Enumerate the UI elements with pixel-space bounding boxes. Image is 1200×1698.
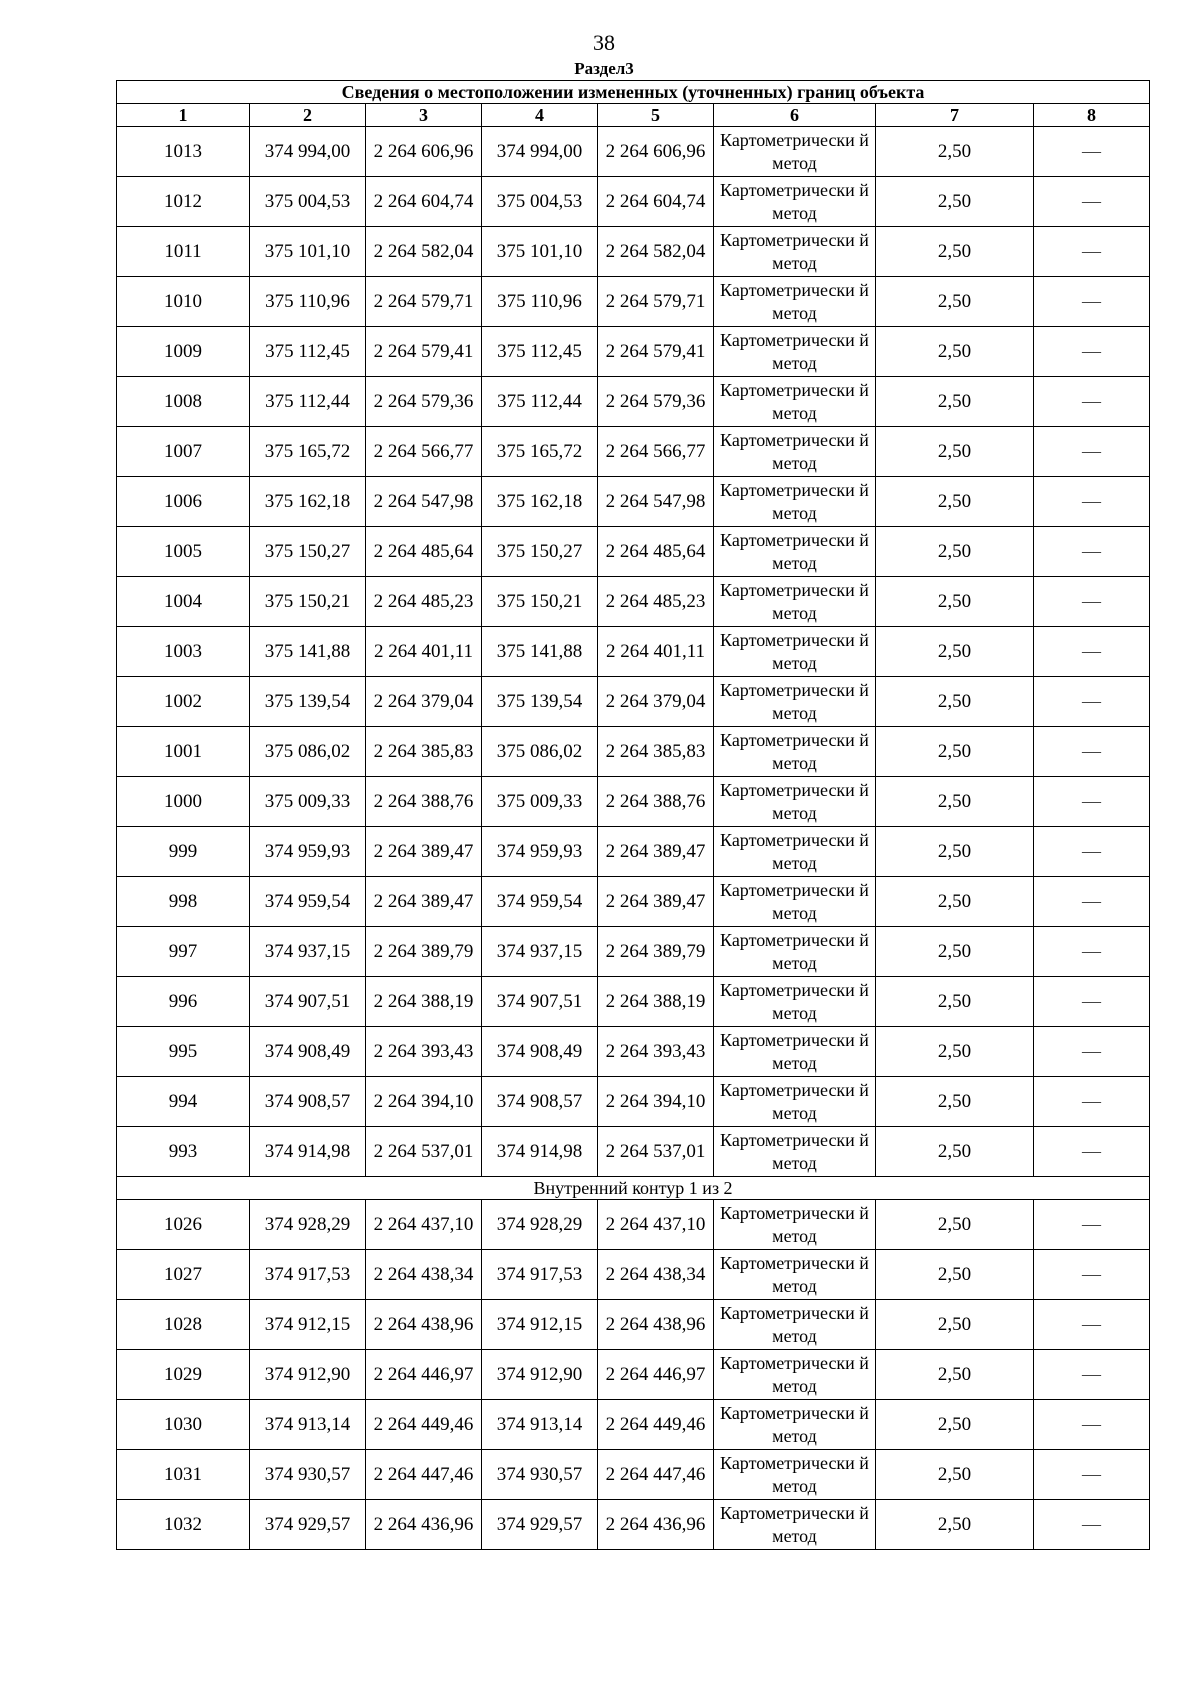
cell-point-number: 1010 [117, 277, 250, 327]
cell-x-existing: 375 165,72 [250, 427, 366, 477]
table-row [117, 177, 1150, 227]
cell-y-new: 2 264 579,41 [598, 327, 714, 377]
section-title: Раздел3 [574, 59, 634, 78]
cell-description: — [1034, 777, 1150, 827]
cell-x-existing: 374 907,51 [250, 977, 366, 1027]
cell-description: — [1034, 177, 1150, 227]
cell-y-new: 2 264 394,10 [598, 1077, 714, 1127]
cell-y-existing: 2 264 449,46 [366, 1400, 482, 1450]
cell-y-existing: 2 264 389,79 [366, 927, 482, 977]
cell-accuracy: 2,50 [876, 1027, 1034, 1077]
column-header-2: 2 [250, 104, 366, 127]
table-row [117, 527, 1150, 577]
cell-x-existing: 375 150,21 [250, 577, 366, 627]
column-header-5: 5 [598, 104, 714, 127]
cell-description: — [1034, 1127, 1150, 1177]
cell-y-new: 2 264 388,76 [598, 777, 714, 827]
cell-accuracy: 2,50 [876, 977, 1034, 1027]
cell-x-existing: 374 913,14 [250, 1400, 366, 1450]
cell-description: — [1034, 827, 1150, 877]
cell-y-new: 2 264 389,47 [598, 827, 714, 877]
cell-accuracy: 2,50 [876, 927, 1034, 977]
cell-x-new: 374 959,93 [482, 827, 598, 877]
table-row [117, 477, 1150, 527]
cell-y-new: 2 264 485,23 [598, 577, 714, 627]
table-row [117, 1450, 1150, 1500]
cell-x-new: 374 913,14 [482, 1400, 598, 1450]
cell-accuracy: 2,50 [876, 1127, 1034, 1177]
cell-x-new: 374 917,53 [482, 1250, 598, 1300]
cell-method: Картометрически й метод [714, 627, 876, 677]
cell-x-existing: 375 112,44 [250, 377, 366, 427]
cell-description: — [1034, 477, 1150, 527]
table-row [117, 1200, 1150, 1250]
cell-x-existing: 375 086,02 [250, 727, 366, 777]
cell-description: — [1034, 227, 1150, 277]
cell-x-existing: 374 908,49 [250, 1027, 366, 1077]
cell-method: Картометрически й метод [714, 677, 876, 727]
cell-x-new: 374 914,98 [482, 1127, 598, 1177]
cell-y-new: 2 264 606,96 [598, 127, 714, 177]
table-body [117, 81, 1150, 1550]
cell-y-existing: 2 264 393,43 [366, 1027, 482, 1077]
cell-x-existing: 374 912,15 [250, 1300, 366, 1350]
cell-accuracy: 2,50 [876, 377, 1034, 427]
table-row [117, 1300, 1150, 1350]
column-header-1: 1 [117, 104, 250, 127]
cell-point-number: 1031 [117, 1450, 250, 1500]
cell-method: Картометрически й метод [714, 227, 876, 277]
table-row [117, 127, 1150, 177]
coordinates-table [116, 80, 1150, 1550]
cell-point-number: 1009 [117, 327, 250, 377]
contour-label: Внутренний контур 1 из 2 [117, 1177, 1150, 1200]
cell-x-new: 375 101,10 [482, 227, 598, 277]
cell-description: — [1034, 277, 1150, 327]
table-row [117, 1500, 1150, 1550]
table-row [117, 377, 1150, 427]
column-header-3: 3 [366, 104, 482, 127]
cell-description: — [1034, 577, 1150, 627]
cell-method: Картометрически й метод [714, 1200, 876, 1250]
cell-y-existing: 2 264 606,96 [366, 127, 482, 177]
cell-point-number: 996 [117, 977, 250, 1027]
cell-point-number: 1012 [117, 177, 250, 227]
cell-point-number: 997 [117, 927, 250, 977]
cell-point-number: 1000 [117, 777, 250, 827]
table-row [117, 927, 1150, 977]
cell-description: — [1034, 977, 1150, 1027]
cell-y-existing: 2 264 447,46 [366, 1450, 482, 1500]
cell-x-new: 374 937,15 [482, 927, 598, 977]
cell-accuracy: 2,50 [876, 677, 1034, 727]
table-row [117, 1350, 1150, 1400]
cell-point-number: 1005 [117, 527, 250, 577]
cell-x-new: 375 150,21 [482, 577, 598, 627]
cell-point-number: 1002 [117, 677, 250, 727]
cell-y-new: 2 264 389,47 [598, 877, 714, 927]
cell-description: — [1034, 627, 1150, 677]
cell-x-new: 374 928,29 [482, 1200, 598, 1250]
cell-x-new: 375 162,18 [482, 477, 598, 527]
cell-description: — [1034, 927, 1150, 977]
cell-accuracy: 2,50 [876, 477, 1034, 527]
contour-row [117, 1177, 1150, 1200]
cell-x-new: 375 112,44 [482, 377, 598, 427]
cell-y-new: 2 264 582,04 [598, 227, 714, 277]
cell-method: Картометрически й метод [714, 177, 876, 227]
cell-method: Картометрически й метод [714, 777, 876, 827]
cell-x-new: 374 908,57 [482, 1077, 598, 1127]
cell-x-existing: 374 917,53 [250, 1250, 366, 1300]
cell-accuracy: 2,50 [876, 177, 1034, 227]
cell-accuracy: 2,50 [876, 1400, 1034, 1450]
cell-y-existing: 2 264 579,41 [366, 327, 482, 377]
cell-y-new: 2 264 449,46 [598, 1400, 714, 1450]
table-row [117, 577, 1150, 627]
cell-point-number: 1007 [117, 427, 250, 477]
cell-point-number: 1003 [117, 627, 250, 677]
cell-method: Картометрически й метод [714, 477, 876, 527]
cell-y-new: 2 264 438,34 [598, 1250, 714, 1300]
table-row [117, 1027, 1150, 1077]
cell-method: Картометрически й метод [714, 1027, 876, 1077]
cell-x-new: 374 912,90 [482, 1350, 598, 1400]
cell-x-new: 375 165,72 [482, 427, 598, 477]
cell-description: — [1034, 1400, 1150, 1450]
cell-y-existing: 2 264 394,10 [366, 1077, 482, 1127]
cell-x-existing: 374 959,93 [250, 827, 366, 877]
cell-description: — [1034, 1450, 1150, 1500]
cell-y-new: 2 264 401,11 [598, 627, 714, 677]
cell-x-existing: 375 004,53 [250, 177, 366, 227]
cell-y-existing: 2 264 547,98 [366, 477, 482, 527]
cell-x-existing: 375 101,10 [250, 227, 366, 277]
cell-x-existing: 375 139,54 [250, 677, 366, 727]
cell-accuracy: 2,50 [876, 1450, 1034, 1500]
cell-method: Картометрически й метод [714, 377, 876, 427]
cell-method: Картометрически й метод [714, 727, 876, 777]
cell-y-existing: 2 264 604,74 [366, 177, 482, 227]
cell-y-new: 2 264 579,71 [598, 277, 714, 327]
cell-x-new: 375 139,54 [482, 677, 598, 727]
cell-accuracy: 2,50 [876, 1300, 1034, 1350]
cell-x-new: 374 930,57 [482, 1450, 598, 1500]
table-row [117, 277, 1150, 327]
cell-x-new: 375 141,88 [482, 627, 598, 677]
cell-method: Картометрически й метод [714, 827, 876, 877]
cell-point-number: 995 [117, 1027, 250, 1077]
cell-description: — [1034, 1350, 1150, 1400]
cell-point-number: 1028 [117, 1300, 250, 1350]
cell-x-existing: 375 150,27 [250, 527, 366, 577]
cell-accuracy: 2,50 [876, 727, 1034, 777]
cell-y-existing: 2 264 388,19 [366, 977, 482, 1027]
cell-description: — [1034, 377, 1150, 427]
cell-accuracy: 2,50 [876, 627, 1034, 677]
cell-method: Картометрически й метод [714, 277, 876, 327]
cell-y-existing: 2 264 401,11 [366, 627, 482, 677]
cell-description: — [1034, 1300, 1150, 1350]
cell-x-new: 374 912,15 [482, 1300, 598, 1350]
cell-x-existing: 374 912,90 [250, 1350, 366, 1400]
cell-accuracy: 2,50 [876, 527, 1034, 577]
cell-point-number: 1011 [117, 227, 250, 277]
cell-description: — [1034, 527, 1150, 577]
cell-method: Картометрически й метод [714, 1077, 876, 1127]
cell-x-new: 375 004,53 [482, 177, 598, 227]
cell-method: Картометрически й метод [714, 1450, 876, 1500]
table-caption-row [117, 81, 1150, 104]
cell-y-existing: 2 264 437,10 [366, 1200, 482, 1250]
table-header-row [117, 104, 1150, 127]
cell-point-number: 1001 [117, 727, 250, 777]
cell-method: Картометрически й метод [714, 427, 876, 477]
cell-y-new: 2 264 604,74 [598, 177, 714, 227]
cell-x-existing: 374 994,00 [250, 127, 366, 177]
cell-y-existing: 2 264 485,23 [366, 577, 482, 627]
table-row [117, 1077, 1150, 1127]
cell-description: — [1034, 127, 1150, 177]
table-row [117, 627, 1150, 677]
page-number: 38 [593, 30, 615, 55]
column-header-8: 8 [1034, 104, 1150, 127]
cell-y-existing: 2 264 582,04 [366, 227, 482, 277]
cell-point-number: 994 [117, 1077, 250, 1127]
table-caption: Сведения о местоположении измененных (уточненных) границ объекта [117, 81, 1150, 104]
cell-method: Картометрически й метод [714, 1250, 876, 1300]
cell-accuracy: 2,50 [876, 277, 1034, 327]
cell-x-existing: 375 110,96 [250, 277, 366, 327]
cell-method: Картометрически й метод [714, 1127, 876, 1177]
cell-description: — [1034, 1077, 1150, 1127]
cell-method: Картометрически й метод [714, 1300, 876, 1350]
cell-y-existing: 2 264 385,83 [366, 727, 482, 777]
cell-y-new: 2 264 446,97 [598, 1350, 714, 1400]
cell-description: — [1034, 677, 1150, 727]
cell-description: — [1034, 1200, 1150, 1250]
cell-accuracy: 2,50 [876, 1350, 1034, 1400]
cell-accuracy: 2,50 [876, 577, 1034, 627]
column-header-7: 7 [876, 104, 1034, 127]
cell-x-new: 374 908,49 [482, 1027, 598, 1077]
cell-y-new: 2 264 388,19 [598, 977, 714, 1027]
cell-x-existing: 374 959,54 [250, 877, 366, 927]
cell-y-existing: 2 264 537,01 [366, 1127, 482, 1177]
cell-description: — [1034, 1500, 1150, 1550]
cell-description: — [1034, 1250, 1150, 1300]
cell-y-new: 2 264 547,98 [598, 477, 714, 527]
cell-method: Картометрически й метод [714, 127, 876, 177]
cell-y-existing: 2 264 438,96 [366, 1300, 482, 1350]
cell-x-new: 374 929,57 [482, 1500, 598, 1550]
cell-point-number: 1004 [117, 577, 250, 627]
cell-point-number: 1006 [117, 477, 250, 527]
cell-accuracy: 2,50 [876, 877, 1034, 927]
cell-y-existing: 2 264 438,34 [366, 1250, 482, 1300]
cell-y-existing: 2 264 579,36 [366, 377, 482, 427]
cell-x-new: 375 112,45 [482, 327, 598, 377]
cell-y-existing: 2 264 436,96 [366, 1500, 482, 1550]
cell-x-existing: 375 009,33 [250, 777, 366, 827]
cell-method: Картометрически й метод [714, 527, 876, 577]
cell-accuracy: 2,50 [876, 227, 1034, 277]
cell-method: Картометрически й метод [714, 577, 876, 627]
cell-x-new: 374 907,51 [482, 977, 598, 1027]
cell-method: Картометрически й метод [714, 1500, 876, 1550]
table-row [117, 827, 1150, 877]
cell-accuracy: 2,50 [876, 1250, 1034, 1300]
cell-x-new: 374 959,54 [482, 877, 598, 927]
cell-point-number: 998 [117, 877, 250, 927]
table-row [117, 877, 1150, 927]
cell-point-number: 999 [117, 827, 250, 877]
cell-y-new: 2 264 579,36 [598, 377, 714, 427]
column-header-6: 6 [714, 104, 876, 127]
table-row [117, 227, 1150, 277]
cell-y-existing: 2 264 379,04 [366, 677, 482, 727]
cell-description: — [1034, 1027, 1150, 1077]
cell-point-number: 1029 [117, 1350, 250, 1400]
cell-y-new: 2 264 436,96 [598, 1500, 714, 1550]
cell-description: — [1034, 327, 1150, 377]
cell-y-new: 2 264 437,10 [598, 1200, 714, 1250]
table-row [117, 1250, 1150, 1300]
cell-point-number: 1026 [117, 1200, 250, 1250]
cell-y-existing: 2 264 388,76 [366, 777, 482, 827]
table-row [117, 977, 1150, 1027]
cell-y-new: 2 264 393,43 [598, 1027, 714, 1077]
cell-x-existing: 375 162,18 [250, 477, 366, 527]
cell-y-new: 2 264 438,96 [598, 1300, 714, 1350]
cell-accuracy: 2,50 [876, 327, 1034, 377]
cell-x-existing: 374 914,98 [250, 1127, 366, 1177]
cell-accuracy: 2,50 [876, 827, 1034, 877]
cell-x-existing: 374 937,15 [250, 927, 366, 977]
cell-y-existing: 2 264 579,71 [366, 277, 482, 327]
table-row [117, 777, 1150, 827]
cell-x-existing: 374 908,57 [250, 1077, 366, 1127]
cell-description: — [1034, 877, 1150, 927]
cell-y-new: 2 264 379,04 [598, 677, 714, 727]
cell-method: Картометрически й метод [714, 977, 876, 1027]
cell-y-existing: 2 264 566,77 [366, 427, 482, 477]
cell-y-new: 2 264 385,83 [598, 727, 714, 777]
cell-y-new: 2 264 389,79 [598, 927, 714, 977]
table-row [117, 727, 1150, 777]
cell-accuracy: 2,50 [876, 427, 1034, 477]
cell-accuracy: 2,50 [876, 1200, 1034, 1250]
cell-method: Картометрически й метод [714, 1400, 876, 1450]
cell-description: — [1034, 727, 1150, 777]
cell-y-existing: 2 264 389,47 [366, 877, 482, 927]
cell-y-new: 2 264 447,46 [598, 1450, 714, 1500]
cell-y-new: 2 264 566,77 [598, 427, 714, 477]
cell-x-existing: 375 112,45 [250, 327, 366, 377]
cell-method: Картометрически й метод [714, 927, 876, 977]
cell-x-new: 375 150,27 [482, 527, 598, 577]
column-header-4: 4 [482, 104, 598, 127]
cell-accuracy: 2,50 [876, 777, 1034, 827]
cell-x-new: 375 110,96 [482, 277, 598, 327]
cell-x-existing: 374 928,29 [250, 1200, 366, 1250]
cell-y-existing: 2 264 485,64 [366, 527, 482, 577]
table-row [117, 677, 1150, 727]
cell-point-number: 1030 [117, 1400, 250, 1450]
table-row [117, 1400, 1150, 1450]
cell-x-existing: 375 141,88 [250, 627, 366, 677]
cell-description: — [1034, 427, 1150, 477]
cell-x-new: 375 009,33 [482, 777, 598, 827]
table-row [117, 327, 1150, 377]
cell-point-number: 1032 [117, 1500, 250, 1550]
cell-point-number: 1013 [117, 127, 250, 177]
cell-x-existing: 374 929,57 [250, 1500, 366, 1550]
cell-x-new: 375 086,02 [482, 727, 598, 777]
cell-y-existing: 2 264 446,97 [366, 1350, 482, 1400]
cell-x-new: 374 994,00 [482, 127, 598, 177]
cell-y-new: 2 264 537,01 [598, 1127, 714, 1177]
table-row [117, 427, 1150, 477]
cell-y-existing: 2 264 389,47 [366, 827, 482, 877]
table-row [117, 1127, 1150, 1177]
cell-method: Картометрически й метод [714, 877, 876, 927]
cell-accuracy: 2,50 [876, 127, 1034, 177]
cell-point-number: 993 [117, 1127, 250, 1177]
cell-x-existing: 374 930,57 [250, 1450, 366, 1500]
cell-y-new: 2 264 485,64 [598, 527, 714, 577]
cell-accuracy: 2,50 [876, 1500, 1034, 1550]
cell-accuracy: 2,50 [876, 1077, 1034, 1127]
cell-method: Картометрически й метод [714, 327, 876, 377]
cell-method: Картометрически й метод [714, 1350, 876, 1400]
cell-point-number: 1027 [117, 1250, 250, 1300]
cell-point-number: 1008 [117, 377, 250, 427]
